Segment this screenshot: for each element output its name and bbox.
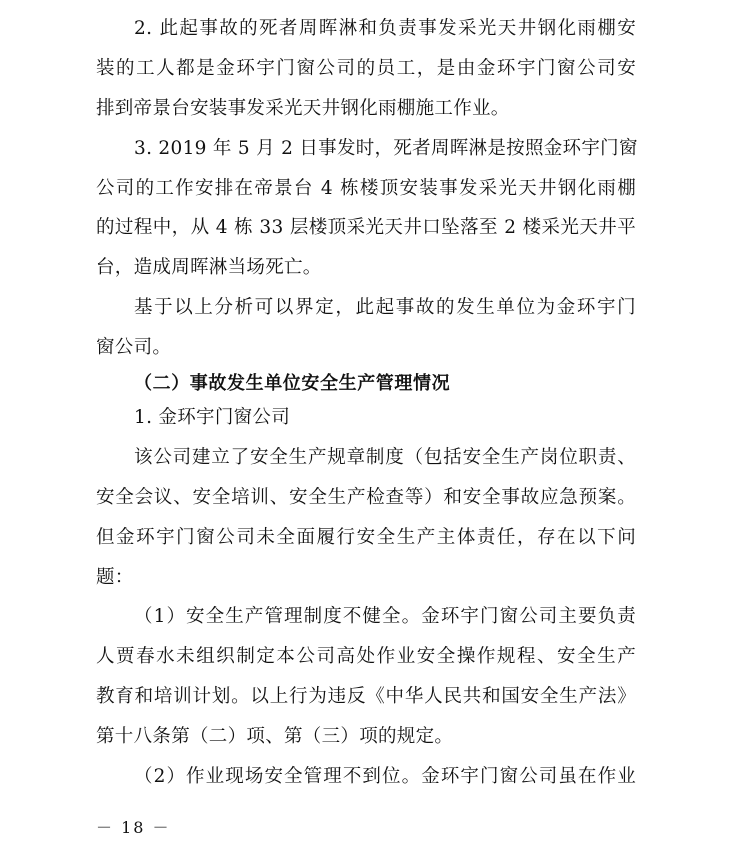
item-2-line-1: 2. 此起事故的死者周晖淋和负责事发采光天井钢化雨棚安 <box>134 18 636 39</box>
item-2-line-3: 排到帝景台安装事发采光天井钢化雨棚施工作业。 <box>96 98 510 119</box>
item-2-line-2: 装的工人都是金环宇门窗公司的员工，是由金环宇门窗公司安 <box>96 58 636 79</box>
conclusion-line-1: 基于以上分析可以界定，此起事故的发生单位为金环宇门 <box>134 297 636 318</box>
problem-1-line-3: 教育和培训计划。以上行为违反《中华人民共和国安全生产法》 <box>96 686 636 707</box>
item-3-line-1: 3. 2019 年 5 月 2 日事发时，死者周晖淋是按照金环宇门窗 <box>134 138 638 159</box>
subheading-company: 1. 金环宇门窗公司 <box>134 407 291 428</box>
section-heading: （二）事故发生单位安全生产管理情况 <box>134 373 451 394</box>
problem-1-line-1: （1）安全生产管理制度不健全。金环宇门窗公司主要负责 <box>134 606 636 627</box>
company-summary-line-2: 安全会议、安全培训、安全生产检查等）和安全事故应急预案。 <box>96 487 636 508</box>
page-number: － 18 － <box>96 818 171 837</box>
company-summary-line-3: 但金环宇门窗公司未全面履行安全生产主体责任，存在以下问 <box>96 527 636 548</box>
problem-2-line-1: （2）作业现场安全管理不到位。金环宇门窗公司虽在作业 <box>134 766 636 787</box>
conclusion-line-2: 窗公司。 <box>96 337 172 358</box>
problem-1-line-2: 人贾春水未组织制定本公司高处作业安全操作规程、安全生产 <box>96 646 636 667</box>
item-3-line-2: 公司的工作安排在帝景台 4 栋楼顶安装事发采光天井钢化雨棚 <box>96 178 636 199</box>
item-3-line-3: 的过程中，从 4 栋 33 层楼顶采光天井口坠落至 2 楼采光天井平 <box>96 217 636 238</box>
company-summary-line-1: 该公司建立了安全生产规章制度（包括安全生产岗位职责、 <box>134 447 636 468</box>
problem-1-line-4: 第十八条第（二）项、第（三）项的规定。 <box>96 726 454 747</box>
item-3-line-4: 台，造成周晖淋当场死亡。 <box>96 257 322 278</box>
company-summary-line-4: 题： <box>96 567 134 588</box>
